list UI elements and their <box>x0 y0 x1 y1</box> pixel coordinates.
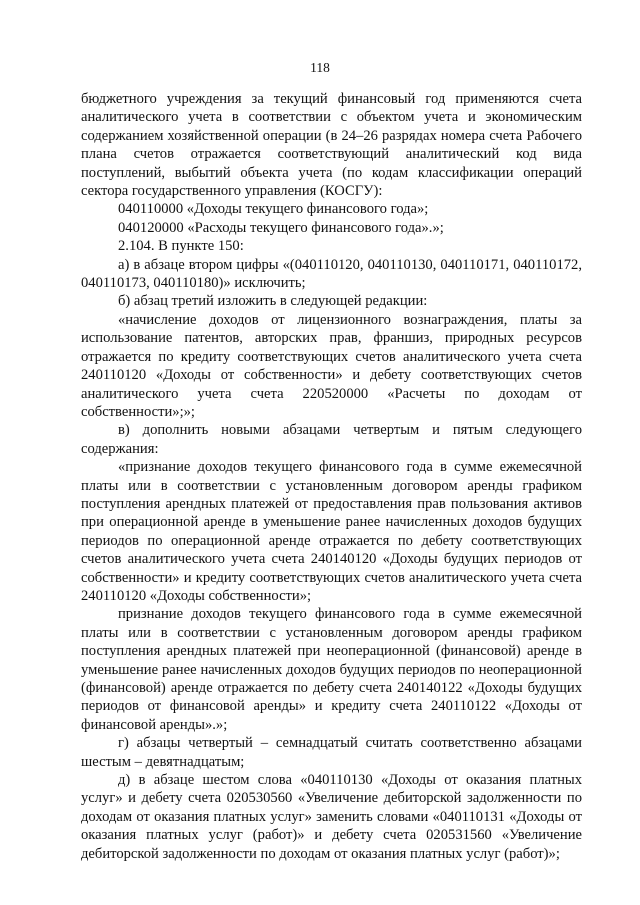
paragraph-2: 040110000 «Доходы текущего финансового года»; <box>118 201 429 218</box>
paragraph-7: «начисление доходов от лицензионного вознаграждения, платы за использование патентов, авторских прав, франшиз, природных ресурсов отражается по кредиту соответствующих счетов аналитического учета счета 240110120 «Доходы от собственности» и дебету соответствующих счетов аналитического учета счета 220520000 «Расчеты по доходам от собственности»;»; <box>81 311 582 420</box>
paragraph-11: г) абзацы четвертый – семнадцатый считать соответственно абзацами шестым – девятнадцатым; <box>81 735 582 770</box>
paragraph-9: «признание доходов текущего финансового года в сумме ежемесячной платы или в соответствии с установленным договором аренды графиком поступления арендных платежей от предоставления прав пользования активов при операционной аренде в уменьшение ранее начисленных доходов будущих периодов по операционной аренде отражается по дебету соответствующих счетов аналитического учета счета 240140120 «Доходы будущих периодов от собственности» и кредиту соответствующих счетов аналитического учета счета 240110120 «Доходы собственности»; <box>81 459 582 604</box>
paragraph-1: бюджетного учреждения за текущий финансовый год применяются счета аналитического учета в соответствии с объектом учета и экономическим содержанием хозяйственной операции (в 24–26 разрядах номера счета Рабочего плана счетов отражается соответствующий аналитический код вида поступлений, выбытий объекта учета (по кодам классификации операций сектора государственного управления (КОСГУ): <box>81 91 582 200</box>
document-body <box>81 90 582 863</box>
paragraph-12: д) в абзаце шестом слова «040110130 «Доходы от оказания платных услуг» и дебету счета 020530560 «Увеличение дебиторской задолженности по доходам от оказания платных услуг» заменить словами «040110131 «Доходы от оказания платных услуг (работ)» и дебету счета 020531560 «Увеличение дебиторской задолженности по доходам от оказания платных услуг (работ)»; <box>81 772 582 862</box>
paragraph-8: в) дополнить новыми абзацами четвертым и пятым следующего содержания: <box>81 422 582 457</box>
page-number: 118 <box>310 60 330 75</box>
paragraph-10: признание доходов текущего финансового года в сумме ежемесячной платы или в соответствии с установленным договором аренды графиком поступления арендных платежей при неоперационной (финансовой) аренде в уменьшение ранее начисленных доходов будущих периодов по неоперационной (финансовой) аренде отражается по дебету счета 240140122 «Доходы будущих периодов от финансовой аренды» и кредиту счета 240110122 «Доходы от финансовой аренды».»; <box>81 606 582 733</box>
paragraph-5: а) в абзаце втором цифры «(040110120, 040110130, 040110171, 040110172, 040110173, 040110180)» исключить; <box>81 256 582 292</box>
paragraph-6: б) абзац третий изложить в следующей редакции: <box>118 293 428 310</box>
paragraph-4: 2.104. В пункте 150: <box>118 238 244 255</box>
paragraph-3: 040120000 «Расходы текущего финансового года».»; <box>118 219 444 236</box>
